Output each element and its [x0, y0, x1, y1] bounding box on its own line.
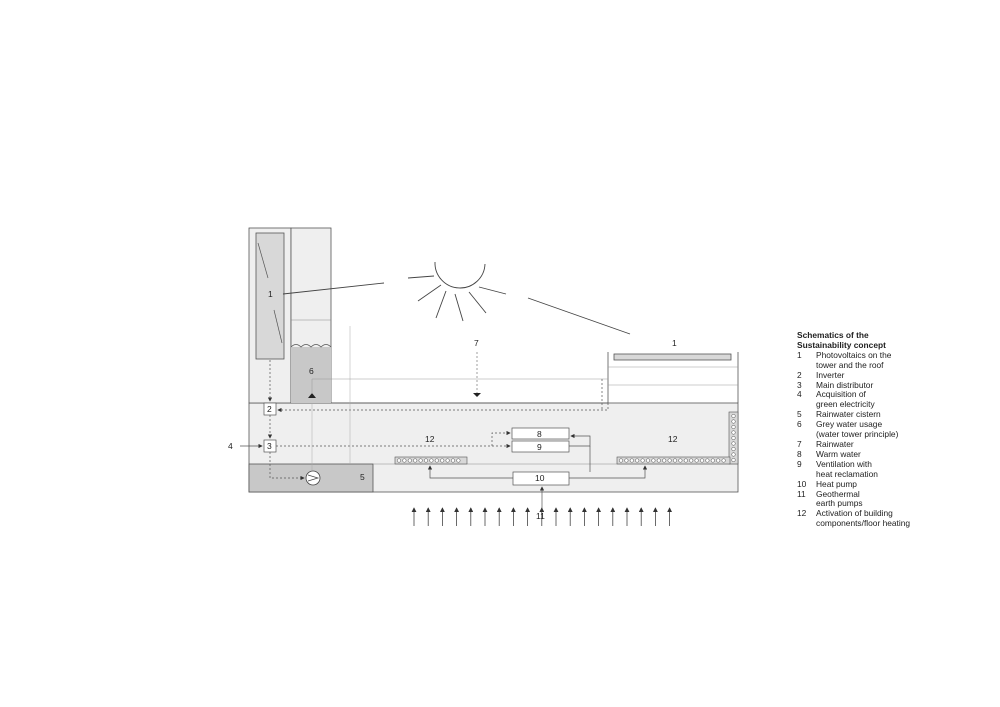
- heating-dot: [625, 459, 629, 463]
- legend-item-text: Activation of building components/floor heating: [816, 508, 911, 529]
- legend-item-text: Rainwater: [816, 438, 854, 449]
- label-pv-tower: 1: [268, 289, 273, 299]
- legend-item: [797, 460, 997, 480]
- legend-item-number: 2: [797, 369, 802, 380]
- legend-item-text: Main distributor: [816, 379, 874, 390]
- label-ventilation: 9: [537, 442, 542, 452]
- legend-item-text: Acquisition of green electricity: [816, 389, 875, 410]
- legend-item-text: Warm water: [816, 448, 861, 459]
- legend-item-text: Geothermal earth pumps: [816, 488, 863, 509]
- legend-item: [797, 480, 997, 490]
- heating-dot: [435, 459, 439, 463]
- legend-item-number: 1: [797, 349, 802, 360]
- legend-item: [797, 420, 997, 440]
- label-earth-pumps: 11: [536, 511, 545, 521]
- legend-item-text: Grey water usage (water tower principle): [816, 419, 899, 440]
- heating-dot: [722, 459, 726, 463]
- legend-item: [797, 390, 997, 410]
- sun-icon: [283, 262, 630, 334]
- heating-dot: [641, 459, 645, 463]
- heating-dot: [732, 436, 736, 440]
- heating-dot: [408, 459, 412, 463]
- legend-item-number: 12: [797, 508, 807, 519]
- heating-dot: [652, 459, 656, 463]
- heating-dot: [413, 459, 417, 463]
- legend-item-number: 6: [797, 419, 802, 430]
- heating-dot: [716, 459, 720, 463]
- heating-dot: [706, 459, 710, 463]
- legend-item-number: 11: [797, 488, 806, 499]
- legend-item: [797, 490, 997, 510]
- heating-dot: [732, 442, 736, 446]
- heating-dot: [695, 459, 699, 463]
- heating-dot: [668, 459, 672, 463]
- heating-dot: [732, 453, 736, 457]
- legend-items: [797, 351, 997, 529]
- heating-dot: [440, 459, 444, 463]
- heating-dot: [732, 420, 736, 424]
- label-pv-roof: 1: [672, 338, 677, 348]
- rainwater-line: [312, 352, 608, 397]
- legend-item-number: 9: [797, 458, 802, 469]
- heating-dot: [397, 459, 401, 463]
- legend-item: [797, 351, 997, 371]
- heating-dot: [403, 459, 407, 463]
- heating-dot: [684, 459, 688, 463]
- heating-dot: [732, 458, 736, 462]
- legend-item-text: Photovoltaics on the tower and the roof: [816, 349, 892, 370]
- heating-dot: [662, 459, 666, 463]
- label-inverter: 2: [267, 404, 272, 414]
- heating-dot: [689, 459, 693, 463]
- legend-item: [797, 509, 997, 529]
- heating-dot: [732, 431, 736, 435]
- legend: [797, 331, 997, 529]
- label-floor-heating-right: 12: [668, 434, 678, 444]
- heating-dot: [451, 459, 455, 463]
- heating-dot: [679, 459, 683, 463]
- legend-item-number: 5: [797, 409, 802, 420]
- water-tower: [291, 228, 331, 403]
- legend-item-text: Heat pump: [816, 478, 857, 489]
- legend-item-number: 8: [797, 448, 802, 459]
- label-heat-pump: 10: [535, 473, 545, 483]
- legend-item-number: 7: [797, 438, 802, 449]
- heating-dot: [732, 414, 736, 418]
- heating-dot: [657, 459, 661, 463]
- legend-item-number: 4: [797, 389, 802, 400]
- heating-dot: [732, 425, 736, 429]
- heating-dot: [457, 459, 461, 463]
- legend-title: Schematics of the Sustainability concept: [797, 330, 886, 350]
- heating-dot: [711, 459, 715, 463]
- legend-item-number: 3: [797, 379, 802, 390]
- label-main-distributor: 3: [267, 441, 272, 451]
- heating-dot: [635, 459, 639, 463]
- legend-item-number: 10: [797, 478, 807, 489]
- pv-panel-roof: [614, 354, 731, 360]
- building-base: [249, 403, 738, 492]
- heating-dot: [732, 447, 736, 451]
- legend-item-text: Rainwater cistern: [816, 409, 881, 420]
- heating-dot: [646, 459, 650, 463]
- heating-dot: [619, 459, 623, 463]
- legend-item-text: Inverter: [816, 369, 845, 380]
- label-floor-heating-left: 12: [425, 434, 435, 444]
- legend-item-text: Ventilation with heat reclamation: [816, 458, 878, 479]
- heating-dot: [424, 459, 428, 463]
- heating-dot: [630, 459, 634, 463]
- label-green-electricity: 4: [228, 441, 233, 451]
- label-rainwater: 7: [474, 338, 479, 348]
- heating-dot: [430, 459, 434, 463]
- heating-dot: [446, 459, 450, 463]
- label-warm-water: 8: [537, 429, 542, 439]
- label-grey-water: 6: [309, 366, 314, 376]
- heating-dot: [700, 459, 704, 463]
- heating-dot: [673, 459, 677, 463]
- heating-dot: [419, 459, 423, 463]
- label-rainwater-cistern: 5: [360, 472, 365, 482]
